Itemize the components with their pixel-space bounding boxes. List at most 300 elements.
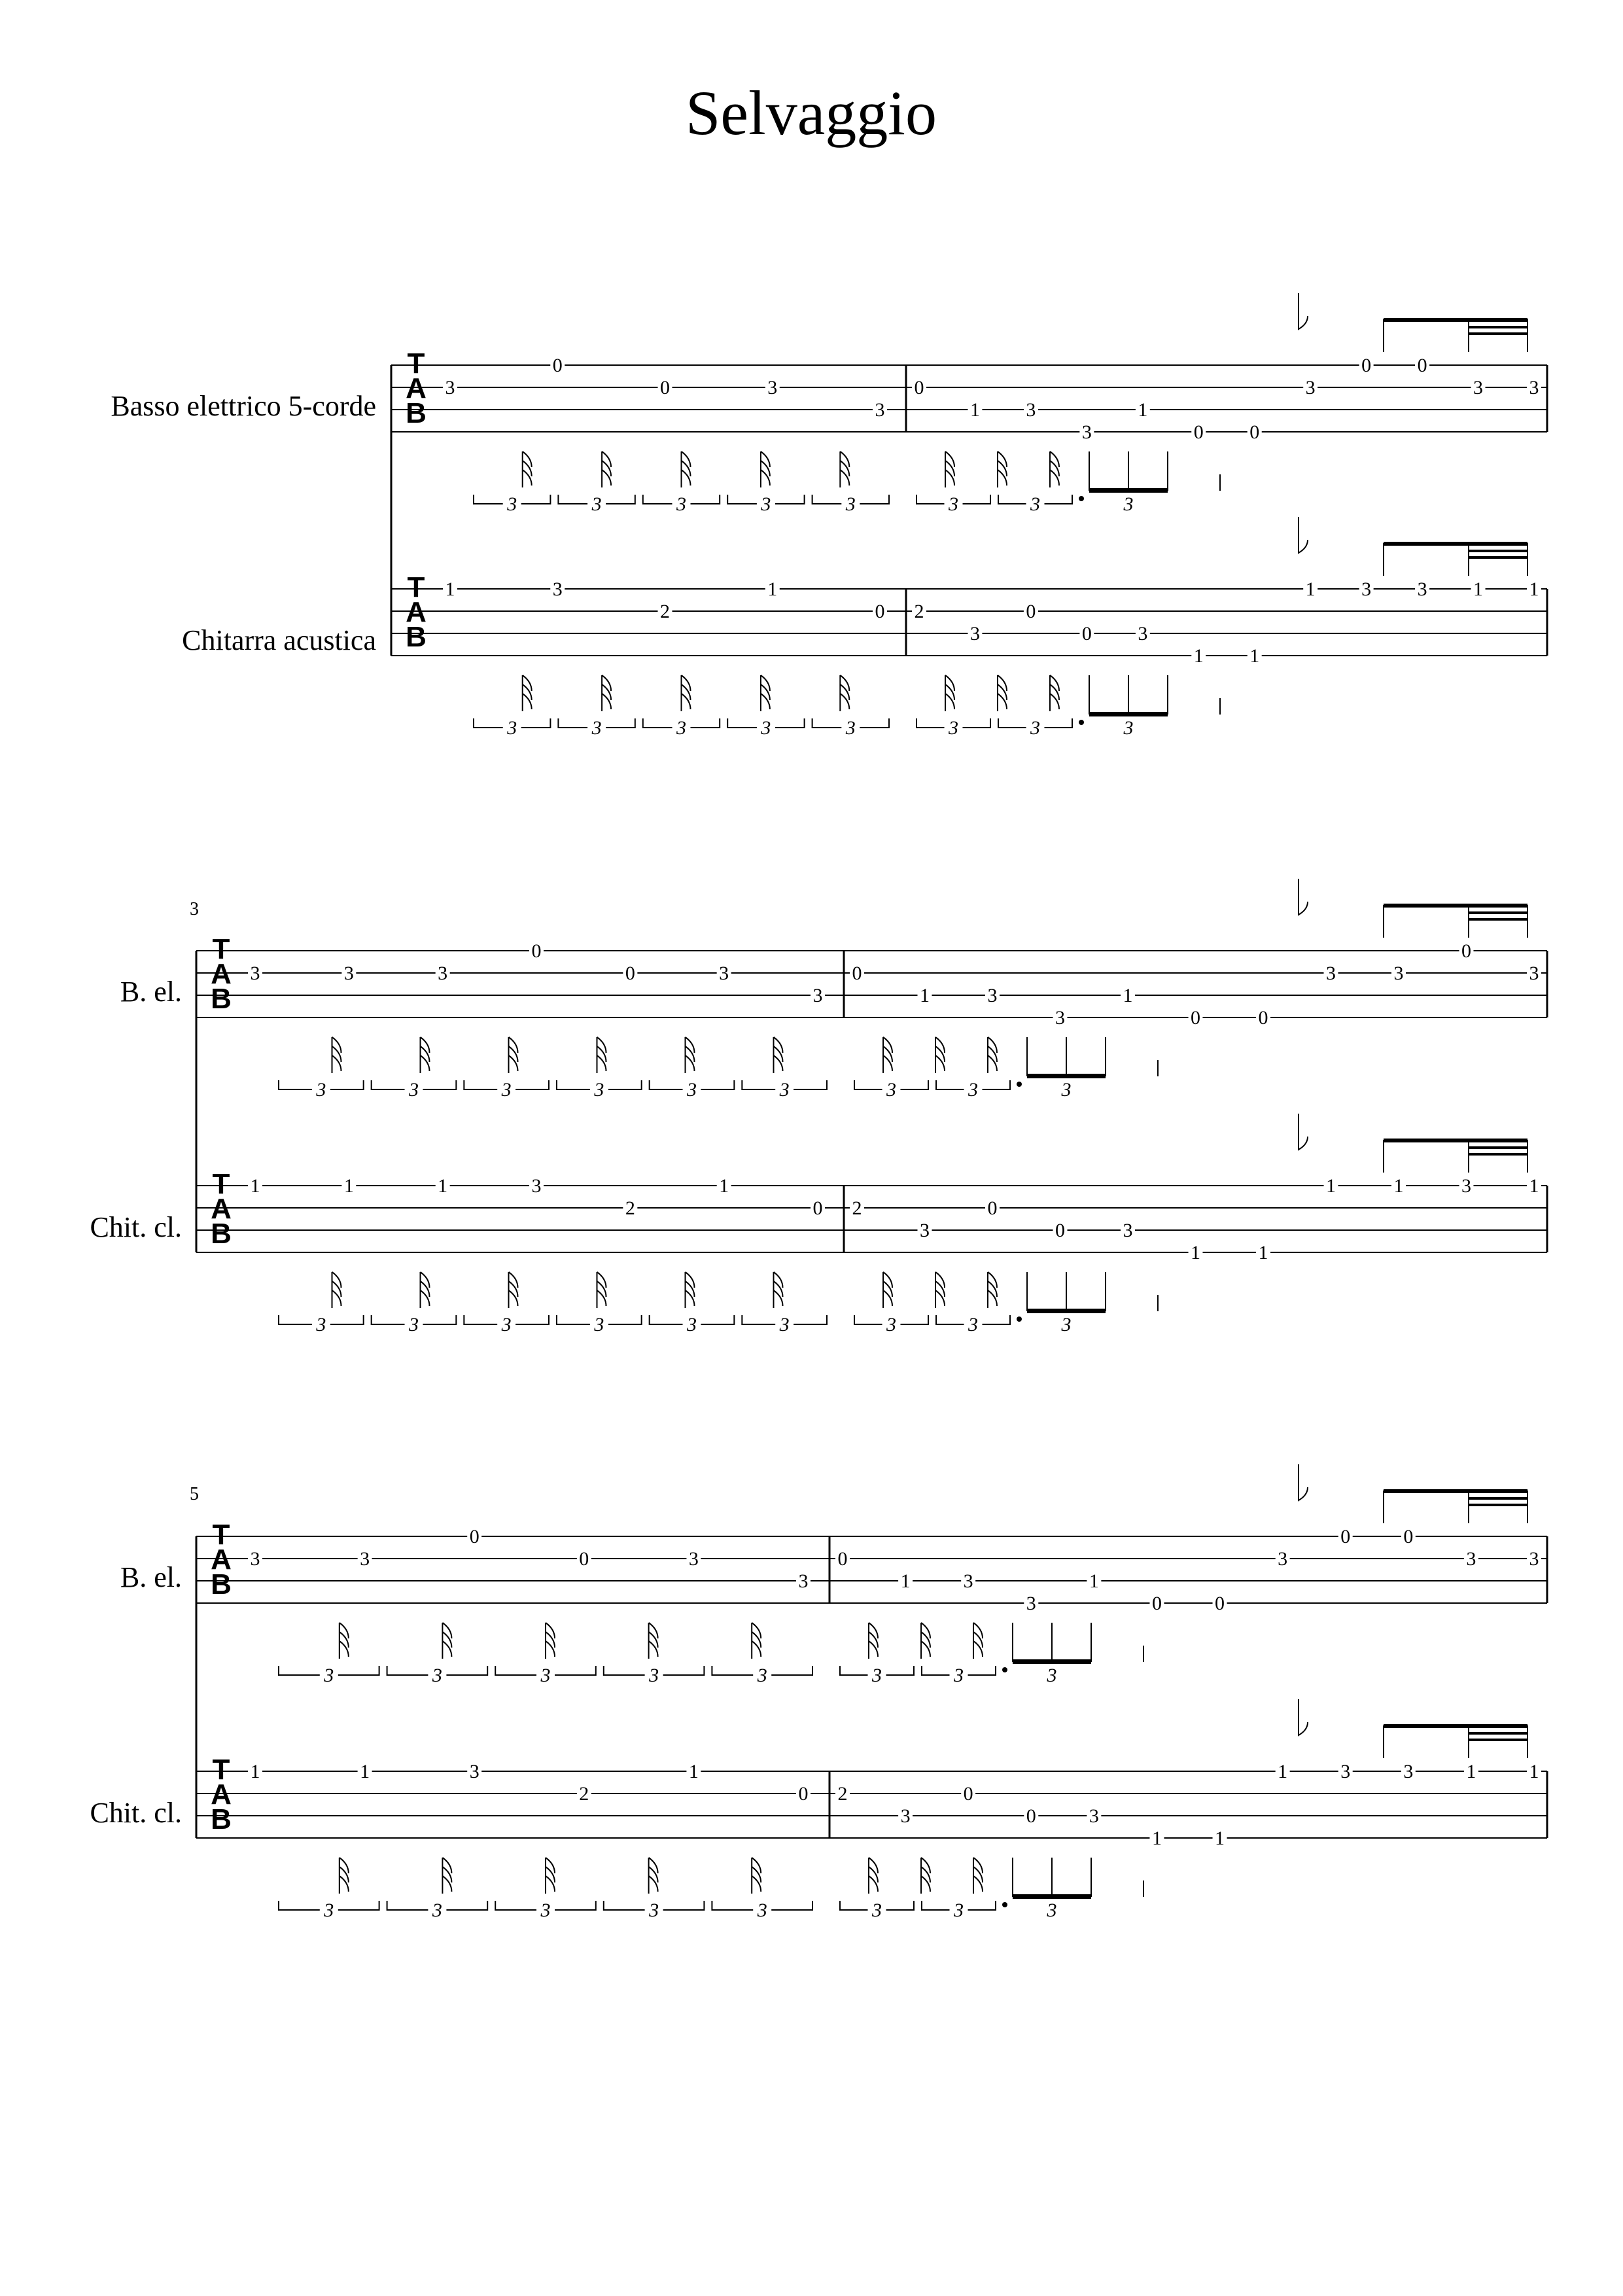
tuplet-number: 3	[501, 1079, 512, 1101]
tuplet-number: 3	[409, 1314, 419, 1335]
tuplet-bracket	[495, 1665, 596, 1686]
note-stem	[649, 1623, 658, 1659]
fret-number: 1	[1151, 1828, 1162, 1849]
fret-number: 0	[1055, 1220, 1065, 1241]
fret-number: 3	[1529, 963, 1539, 984]
system-1	[111, 293, 1547, 739]
tuplet-bracket	[604, 1665, 705, 1686]
note-stem	[973, 1858, 983, 1894]
tuplet-number: 3	[594, 1314, 604, 1335]
guitar-tab-staff	[196, 1114, 1547, 1335]
guitar-tab-staff	[196, 1699, 1547, 1921]
measure-number: 5	[190, 1484, 199, 1504]
dot	[1017, 1082, 1022, 1087]
fret-number: 3	[719, 963, 729, 984]
tuplet-number: 3	[1030, 493, 1040, 515]
tab-clef-letter: B	[406, 397, 427, 429]
tuplet-number: 3	[540, 1665, 551, 1686]
note-stem	[752, 1623, 761, 1659]
tuplet-bracket	[464, 1079, 549, 1101]
tuplet-number: 3	[507, 493, 517, 515]
fret-number: 0	[552, 355, 563, 376]
fret-number: 3	[969, 623, 980, 645]
note-stem	[332, 1037, 341, 1073]
note-stem	[988, 1037, 997, 1073]
fret-number: 2	[837, 1783, 848, 1805]
tab-clef-letter: A	[211, 958, 232, 990]
tab-clef-letter: B	[211, 1803, 232, 1835]
tuplet-number: 3	[949, 717, 958, 739]
tuplet-number: 3	[1047, 1665, 1057, 1686]
instrument-name-bass-short: B. el.	[120, 1561, 182, 1593]
note-stem	[869, 1858, 878, 1894]
note-stem	[340, 1858, 349, 1894]
tab-clef-letter: T	[212, 933, 230, 965]
note-stem	[998, 451, 1007, 487]
tuplet-number: 3	[1123, 717, 1134, 739]
fret-number: 1	[920, 985, 930, 1006]
tuplet-number: 3	[591, 717, 602, 739]
beamed-group	[1017, 1272, 1106, 1335]
note-stem	[998, 675, 1007, 711]
tuplet-number: 3	[649, 1665, 659, 1686]
fret-number: 3	[531, 1175, 542, 1197]
flag	[1299, 879, 1308, 915]
tuplet-number: 3	[507, 717, 517, 739]
score-title: Selvaggio	[686, 78, 937, 148]
upper-beams	[1299, 1699, 1527, 1758]
tab-clef-letter: T	[212, 1168, 230, 1200]
fret-number: 2	[914, 601, 924, 622]
fret-number: 1	[1089, 1570, 1099, 1592]
tuplet-bracket	[936, 1314, 1010, 1335]
fret-number: 0	[531, 940, 542, 962]
tuplet-bracket	[650, 1079, 735, 1101]
tuplet-bracket	[916, 717, 990, 739]
tab-clef-letter: T	[212, 1519, 230, 1551]
tuplet-number: 3	[1123, 493, 1134, 515]
fret-number: 3	[343, 963, 354, 984]
tuplet-bracket	[840, 1665, 914, 1686]
fret-number: 1	[1529, 1175, 1539, 1197]
tuplet-bracket	[279, 1079, 364, 1101]
fret-number: 0	[579, 1548, 589, 1570]
dot	[1002, 1902, 1007, 1907]
note-stem	[602, 675, 611, 711]
fret-number: 3	[1305, 377, 1316, 398]
upper-beams	[1299, 1464, 1527, 1523]
tuplet-bracket	[643, 717, 720, 739]
fret-number: 1	[1529, 1761, 1539, 1782]
tuplet-bracket	[742, 1314, 827, 1335]
instrument-name-bass-short: B. el.	[120, 976, 182, 1008]
tuplet-number: 3	[845, 717, 856, 739]
beamed-group	[1002, 1858, 1091, 1921]
fret-number: 0	[1215, 1593, 1225, 1614]
tab-clef-letter: A	[406, 596, 427, 628]
beamed-group	[1079, 451, 1168, 515]
note-stem	[1050, 451, 1059, 487]
bass-tab-staff	[391, 293, 1547, 515]
fret-number: 3	[1026, 1593, 1036, 1614]
note-stem	[883, 1272, 892, 1308]
tuplet-number: 3	[687, 1314, 697, 1335]
tuplet-bracket	[558, 493, 635, 515]
fret-number: 3	[250, 1548, 260, 1570]
note-stem	[523, 451, 532, 487]
tuplet-number: 3	[954, 1899, 964, 1921]
tuplet-number: 3	[968, 1079, 978, 1101]
tuplet-bracket	[557, 1079, 642, 1101]
fret-number: 3	[1138, 623, 1148, 645]
tuplet-bracket	[742, 1079, 827, 1101]
note-stem	[686, 1037, 695, 1073]
fret-number: 1	[1258, 1242, 1268, 1263]
flag	[1299, 1114, 1308, 1150]
fret-number: 1	[250, 1761, 260, 1782]
fret-number: 0	[914, 377, 924, 398]
fret-number: 3	[812, 985, 823, 1006]
tuplet-bracket	[712, 1899, 812, 1921]
tuplet-bracket	[812, 493, 889, 515]
tuplet-number: 3	[1047, 1899, 1057, 1921]
fret-number: 3	[1326, 963, 1336, 984]
tuplet-number: 3	[761, 717, 771, 739]
fret-number: 3	[1081, 421, 1092, 443]
instrument-name-guitar: Chitarra acustica	[182, 624, 376, 656]
tuplet-bracket	[557, 1314, 642, 1335]
note-stem	[682, 451, 691, 487]
note-stem	[761, 675, 770, 711]
beamed-group	[1017, 1037, 1106, 1101]
tuplet-number: 3	[316, 1079, 326, 1101]
fret-number: 1	[1191, 1242, 1200, 1263]
tuplet-bracket	[279, 1899, 379, 1921]
tuplet-bracket	[279, 1314, 364, 1335]
tuplet-bracket	[387, 1899, 488, 1921]
fret-number: 0	[963, 1783, 973, 1805]
tuplet-number: 3	[779, 1079, 790, 1101]
tuplet-bracket	[474, 493, 550, 515]
tuplet-number: 3	[432, 1899, 442, 1921]
tab-clef-letter: A	[211, 1544, 232, 1576]
fret-number: 3	[920, 1220, 930, 1241]
tuplet-number: 3	[591, 493, 602, 515]
tuplet-bracket	[854, 1079, 928, 1101]
tuplet-number: 3	[872, 1665, 882, 1686]
fret-number: 0	[1191, 1007, 1200, 1029]
fret-number: 1	[1466, 1761, 1476, 1782]
note-stem	[973, 1623, 983, 1659]
upper-beams	[1299, 1114, 1527, 1173]
note-stem	[340, 1623, 349, 1659]
tuplet-number: 3	[1030, 717, 1040, 739]
fret-number: 3	[1403, 1761, 1414, 1782]
tuplet-number: 3	[757, 1899, 767, 1921]
fret-number: 3	[1361, 578, 1372, 600]
tuplet-bracket	[922, 1665, 996, 1686]
tuplet-bracket	[495, 1899, 596, 1921]
fret-number: 1	[1473, 578, 1484, 600]
beamed-group	[1002, 1623, 1091, 1686]
fret-number: 3	[875, 399, 885, 421]
note-stem	[546, 1858, 555, 1894]
note-stem	[988, 1272, 997, 1308]
fret-number: 1	[445, 578, 455, 600]
fret-number: 3	[552, 578, 563, 600]
tab-clef-letter: A	[211, 1193, 232, 1225]
note-stem	[840, 451, 849, 487]
measure-number: 3	[190, 899, 199, 919]
fret-number: 1	[1249, 645, 1260, 667]
fret-number: 0	[987, 1197, 998, 1219]
note-stem	[509, 1272, 518, 1308]
tab-clef-letter: A	[211, 1778, 232, 1810]
fret-number: 0	[1403, 1526, 1414, 1547]
note-stem	[945, 451, 954, 487]
tuplet-number: 3	[886, 1079, 896, 1101]
fret-number: 0	[837, 1548, 848, 1570]
tuplet-number: 3	[949, 493, 958, 515]
fret-number: 3	[1089, 1805, 1099, 1827]
fret-number: 1	[1393, 1175, 1404, 1197]
fret-number: 1	[719, 1175, 729, 1197]
note-stem	[935, 1037, 945, 1073]
note-stem	[421, 1037, 430, 1073]
fret-number: 1	[1326, 1175, 1336, 1197]
tuplet-bracket	[372, 1314, 457, 1335]
fret-number: 0	[1258, 1007, 1268, 1029]
fret-number: 3	[688, 1548, 699, 1570]
fret-number: 1	[1138, 399, 1148, 421]
fret-number: 0	[1340, 1526, 1351, 1547]
tuplet-bracket	[712, 1665, 812, 1686]
tuplet-number: 3	[501, 1314, 512, 1335]
fret-number: 0	[1249, 421, 1260, 443]
note-stem	[840, 675, 849, 711]
note-stem	[509, 1037, 518, 1073]
tuplet-bracket	[372, 1079, 457, 1101]
note-stem	[774, 1037, 783, 1073]
fret-number: 0	[1151, 1593, 1162, 1614]
fret-number: 2	[625, 1197, 635, 1219]
tuplet-bracket	[840, 1899, 914, 1921]
note-stem	[921, 1623, 930, 1659]
guitar-tab-staff	[391, 517, 1547, 739]
fret-number: 1	[1215, 1828, 1225, 1849]
fret-number: 1	[1529, 578, 1539, 600]
note-stem	[869, 1623, 878, 1659]
tuplet-bracket	[916, 493, 990, 515]
tab-clef-letter: B	[406, 621, 427, 653]
note-stem	[602, 451, 611, 487]
fret-number: 1	[250, 1175, 260, 1197]
flag	[1299, 1699, 1308, 1735]
fret-number: 0	[1417, 355, 1427, 376]
bass-tab-staff	[196, 879, 1547, 1101]
fret-number: 1	[969, 399, 980, 421]
note-stem	[883, 1037, 892, 1073]
fret-number: 1	[767, 578, 778, 600]
note-stem	[935, 1272, 945, 1308]
fret-number: 1	[360, 1761, 370, 1782]
note-stem	[421, 1272, 430, 1308]
fret-number: 3	[250, 963, 260, 984]
note-stem	[682, 675, 691, 711]
note-stem	[761, 451, 770, 487]
tuplet-number: 3	[649, 1899, 659, 1921]
tuplet-number: 3	[540, 1899, 551, 1921]
fret-number: 3	[1473, 377, 1484, 398]
tuplet-number: 3	[324, 1665, 334, 1686]
tuplet-bracket	[854, 1314, 928, 1335]
note-stem	[752, 1858, 761, 1894]
fret-number: 0	[1026, 1805, 1036, 1827]
note-stem	[921, 1858, 930, 1894]
tuplet-number: 3	[1061, 1079, 1072, 1101]
instrument-name-bass: Basso elettrico 5-corde	[111, 390, 376, 422]
fret-number: 3	[1461, 1175, 1471, 1197]
tab-clef-letter: T	[407, 347, 425, 380]
fret-number: 1	[438, 1175, 448, 1197]
tuplet-bracket	[650, 1314, 735, 1335]
fret-number: 3	[1123, 1220, 1133, 1241]
tuplet-bracket	[643, 493, 720, 515]
note-stem	[332, 1272, 341, 1308]
fret-number: 0	[1461, 940, 1471, 962]
tuplet-bracket	[727, 717, 804, 739]
tuplet-number: 3	[872, 1899, 882, 1921]
tab-clef-letter: B	[211, 1568, 232, 1600]
fret-number: 1	[343, 1175, 354, 1197]
tuplet-bracket	[558, 717, 635, 739]
fret-number: 3	[767, 377, 778, 398]
fret-number: 3	[438, 963, 448, 984]
flag	[1299, 293, 1308, 329]
fret-number: 2	[579, 1783, 589, 1805]
fret-number: 1	[1123, 985, 1133, 1006]
tuplet-bracket	[279, 1665, 379, 1686]
fret-number: 3	[963, 1570, 973, 1592]
tuplet-bracket	[387, 1665, 488, 1686]
fret-number: 3	[1340, 1761, 1351, 1782]
fret-number: 3	[1055, 1007, 1065, 1029]
tuplet-number: 3	[409, 1079, 419, 1101]
tuplet-bracket	[936, 1079, 1010, 1101]
tuplet-number: 3	[845, 493, 856, 515]
fret-number: 3	[1529, 1548, 1539, 1570]
fret-number: 0	[852, 963, 862, 984]
fret-number: 0	[1193, 421, 1204, 443]
tab-clef-letter: T	[407, 571, 425, 603]
fret-number: 0	[1081, 623, 1092, 645]
fret-number: 1	[688, 1761, 699, 1782]
fret-number: 0	[812, 1197, 823, 1219]
flag	[1299, 1464, 1308, 1500]
fret-number: 2	[660, 601, 670, 622]
note-stem	[523, 675, 532, 711]
fret-number: 0	[798, 1783, 809, 1805]
fret-number: 3	[1417, 578, 1427, 600]
fret-number: 0	[1026, 601, 1036, 622]
tuplet-number: 3	[316, 1314, 326, 1335]
tuplet-number: 3	[761, 493, 771, 515]
flag	[1299, 517, 1308, 553]
dot	[1002, 1667, 1007, 1672]
tuplet-number: 3	[1061, 1314, 1072, 1335]
fret-number: 3	[1393, 963, 1404, 984]
note-stem	[597, 1037, 606, 1073]
note-stem	[442, 1858, 451, 1894]
tab-clef-letter: B	[211, 983, 232, 1015]
fret-number: 1	[1278, 1761, 1288, 1782]
instrument-name-guitar-short: Chit. cl.	[90, 1211, 182, 1243]
tuplet-bracket	[812, 717, 889, 739]
fret-number: 3	[987, 985, 998, 1006]
tuplet-number: 3	[954, 1665, 964, 1686]
tuplet-bracket	[998, 493, 1072, 515]
fret-number: 3	[360, 1548, 370, 1570]
tuplet-bracket	[727, 493, 804, 515]
note-stem	[442, 1623, 451, 1659]
dot	[1017, 1316, 1022, 1322]
tuplet-bracket	[922, 1899, 996, 1921]
tuplet-number: 3	[432, 1665, 442, 1686]
tuplet-number: 3	[687, 1079, 697, 1101]
tuplet-number: 3	[886, 1314, 896, 1335]
tuplet-number: 3	[779, 1314, 790, 1335]
tuplet-number: 3	[594, 1079, 604, 1101]
tuplet-number: 3	[757, 1665, 767, 1686]
system-3	[90, 1464, 1547, 1921]
fret-number: 1	[1193, 645, 1204, 667]
tuplet-bracket	[464, 1314, 549, 1335]
upper-beams	[1299, 293, 1527, 352]
fret-number: 3	[900, 1805, 911, 1827]
note-stem	[945, 675, 954, 711]
tuplet-bracket	[474, 717, 550, 739]
tuplet-number: 3	[676, 717, 686, 739]
fret-number: 3	[1466, 1548, 1476, 1570]
tuplet-number: 3	[676, 493, 686, 515]
system-2	[90, 879, 1547, 1335]
fret-number: 2	[852, 1197, 862, 1219]
note-stem	[649, 1858, 658, 1894]
instrument-name-guitar-short: Chit. cl.	[90, 1797, 182, 1829]
tab-clef-letter: T	[212, 1754, 230, 1786]
dot	[1079, 720, 1084, 725]
note-stem	[597, 1272, 606, 1308]
note-stem	[686, 1272, 695, 1308]
tab-clef-letter: B	[211, 1218, 232, 1250]
tuplet-number: 3	[324, 1899, 334, 1921]
fret-number: 0	[875, 601, 885, 622]
fret-number: 1	[900, 1570, 911, 1592]
dot	[1079, 496, 1084, 501]
tuplet-number: 3	[968, 1314, 978, 1335]
note-stem	[1050, 675, 1059, 711]
fret-number: 1	[1305, 578, 1316, 600]
beamed-group	[1079, 675, 1168, 739]
fret-number: 3	[798, 1570, 809, 1592]
fret-number: 3	[469, 1761, 480, 1782]
fret-number: 3	[445, 377, 455, 398]
fret-number: 0	[660, 377, 670, 398]
fret-number: 0	[469, 1526, 480, 1547]
fret-number: 3	[1529, 377, 1539, 398]
upper-beams	[1299, 879, 1527, 938]
fret-number: 3	[1026, 399, 1036, 421]
